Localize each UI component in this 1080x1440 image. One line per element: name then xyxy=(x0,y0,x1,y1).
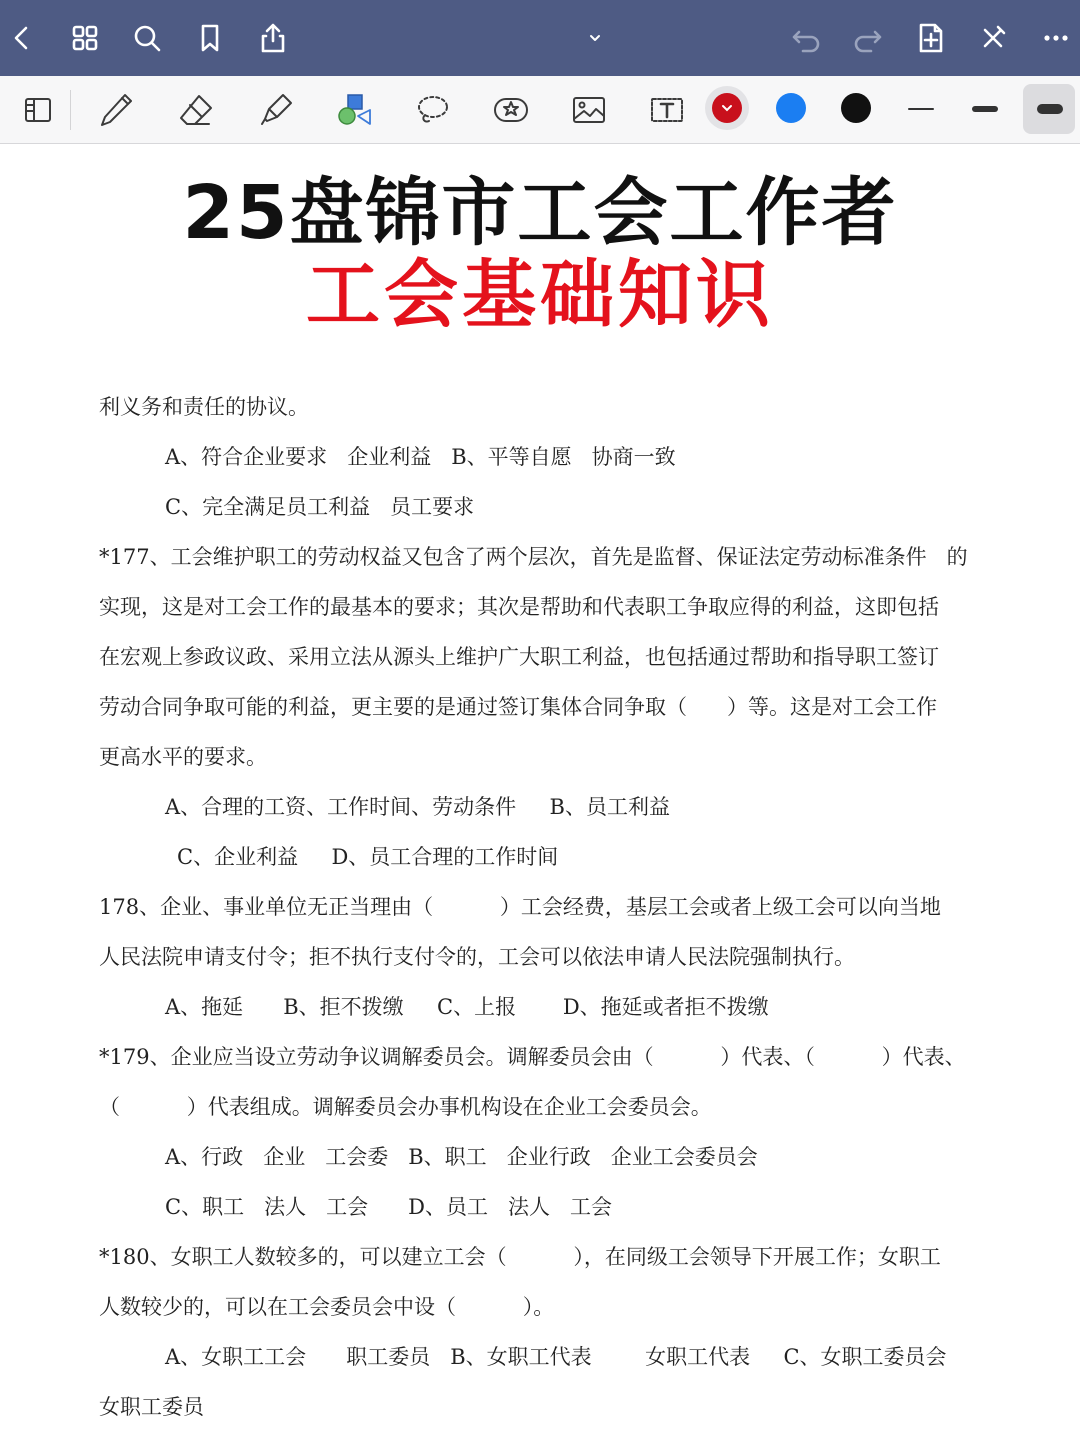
undo-button[interactable] xyxy=(786,18,826,58)
highlighter-tool[interactable] xyxy=(250,84,302,136)
sticker-star-icon xyxy=(490,89,532,131)
add-page-button[interactable] xyxy=(911,18,951,58)
color-swatch-blue[interactable] xyxy=(776,93,806,123)
text-line: 在宏观上参政议政、采用立法从源头上维护广大职工利益，也包括通过帮助和指导职工签订 xyxy=(99,645,939,669)
option-line: C、职工 法人 工会 D、员工 法人 工会 xyxy=(165,1195,613,1219)
text-line: 人民法院申请支付令；拒不执行支付令的，工会可以依法申请人民法院强制执行。 xyxy=(99,945,855,969)
stroke-width-medium[interactable] xyxy=(970,96,1000,122)
undo-icon xyxy=(789,21,823,55)
text-line: 人数较少的，可以在工会委员会中设（ ）。 xyxy=(99,1295,555,1319)
add-page-icon xyxy=(914,21,948,55)
shapes-icon xyxy=(333,89,375,131)
option-line: A、合理的工资、工作时间、劳动条件 B、员工利益 xyxy=(165,795,670,819)
stroke-width-thin[interactable] xyxy=(906,96,936,122)
document-title-line2: 工会基础知识 xyxy=(306,252,774,338)
option-line: C、完全满足员工利益 员工要求 xyxy=(165,495,475,519)
lasso-tool[interactable] xyxy=(406,84,458,136)
option-line: A、符合企业要求 企业利益 B、平等自愿 协商一致 xyxy=(165,445,676,469)
image-icon xyxy=(568,89,610,131)
color-swatch-black[interactable] xyxy=(841,93,871,123)
bookmark-button[interactable] xyxy=(190,18,230,58)
question-179: *179、企业应当设立劳动争议调解委员会。调解委员会由（ ）代表、（ ）代表、 xyxy=(99,1045,966,1069)
shapes-tool[interactable] xyxy=(328,84,380,136)
question-178: 178、企业、事业单位无正当理由（ ）工会经费，基层工会或者上级工会可以向当地 xyxy=(99,895,941,919)
search-icon xyxy=(130,21,164,55)
text-line: 实现，这是对工会工作的最基本的要求；其次是帮助和代表职工争取应得的利益，这即包括 xyxy=(99,595,939,619)
text-line: 劳动合同争取可能的利益，更主要的是通过签订集体合同争取（ ）等。这是对工会工作 xyxy=(99,695,938,719)
close-icon xyxy=(976,21,1010,55)
eraser-tool[interactable] xyxy=(170,84,222,136)
text-line: 更高水平的要求。 xyxy=(99,745,267,769)
option-line: A、行政 企业 工会委 B、职工 企业行政 企业工会委员会 xyxy=(165,1145,758,1169)
option-line: A、女职工工会 职工委员 B、女职工代表 女职工代表 C、女职工委员会 xyxy=(165,1345,947,1369)
text-box-icon xyxy=(646,89,688,131)
color-swatch-red[interactable] xyxy=(712,93,742,123)
toolbar-divider xyxy=(70,90,71,130)
option-line: C、企业利益 D、员工合理的工作时间 xyxy=(177,845,559,869)
bookmark-icon xyxy=(193,21,227,55)
search-button[interactable] xyxy=(127,18,167,58)
thumbnails-button[interactable] xyxy=(65,18,105,58)
back-button[interactable] xyxy=(2,18,42,58)
stroke-width-thick[interactable] xyxy=(1035,96,1065,122)
redo-button[interactable] xyxy=(848,18,888,58)
chevron-down-icon xyxy=(712,93,742,123)
document-title-line1: 25盘锦市工会工作者 xyxy=(182,170,898,256)
chevron-left-icon xyxy=(5,21,39,55)
pen-tool[interactable] xyxy=(90,84,142,136)
toolbar-layout-button[interactable] xyxy=(12,84,64,136)
share-button[interactable] xyxy=(253,18,293,58)
more-icon xyxy=(1039,21,1073,55)
redo-icon xyxy=(851,21,885,55)
more-button[interactable] xyxy=(1036,18,1076,58)
close-edit-button[interactable] xyxy=(973,18,1013,58)
chevron-down-icon xyxy=(578,21,612,55)
sidebar-toggle-icon xyxy=(17,89,59,131)
text-line: （ ）代表组成。调解委员会办事机构设在企业工会委员会。 xyxy=(99,1095,712,1119)
pen-icon xyxy=(95,89,137,131)
text-line: 女职工委员 xyxy=(99,1395,204,1419)
highlighter-icon xyxy=(255,89,297,131)
eraser-icon xyxy=(175,89,217,131)
text-tool[interactable] xyxy=(641,84,693,136)
title-dropdown-button[interactable] xyxy=(575,18,615,58)
grid-icon xyxy=(68,21,102,55)
sticker-tool[interactable] xyxy=(485,84,537,136)
question-180: *180、女职工人数较多的，可以建立工会（ ），在同级工会领导下开展工作；女职工 xyxy=(99,1245,941,1269)
top-nav-bar xyxy=(0,0,1080,76)
question-177: *177、工会维护职工的劳动权益又包含了两个层次，首先是监督、保证法定劳动标准条件 的 xyxy=(99,545,968,569)
text-line: 利义务和责任的协议。 xyxy=(99,395,309,419)
image-tool[interactable] xyxy=(563,84,615,136)
document-body xyxy=(99,382,989,1432)
share-icon xyxy=(256,21,290,55)
lasso-icon xyxy=(411,89,453,131)
option-line: A、拖延 B、拒不拨缴 C、上报 D、拖延或者拒不拨缴 xyxy=(165,995,769,1019)
